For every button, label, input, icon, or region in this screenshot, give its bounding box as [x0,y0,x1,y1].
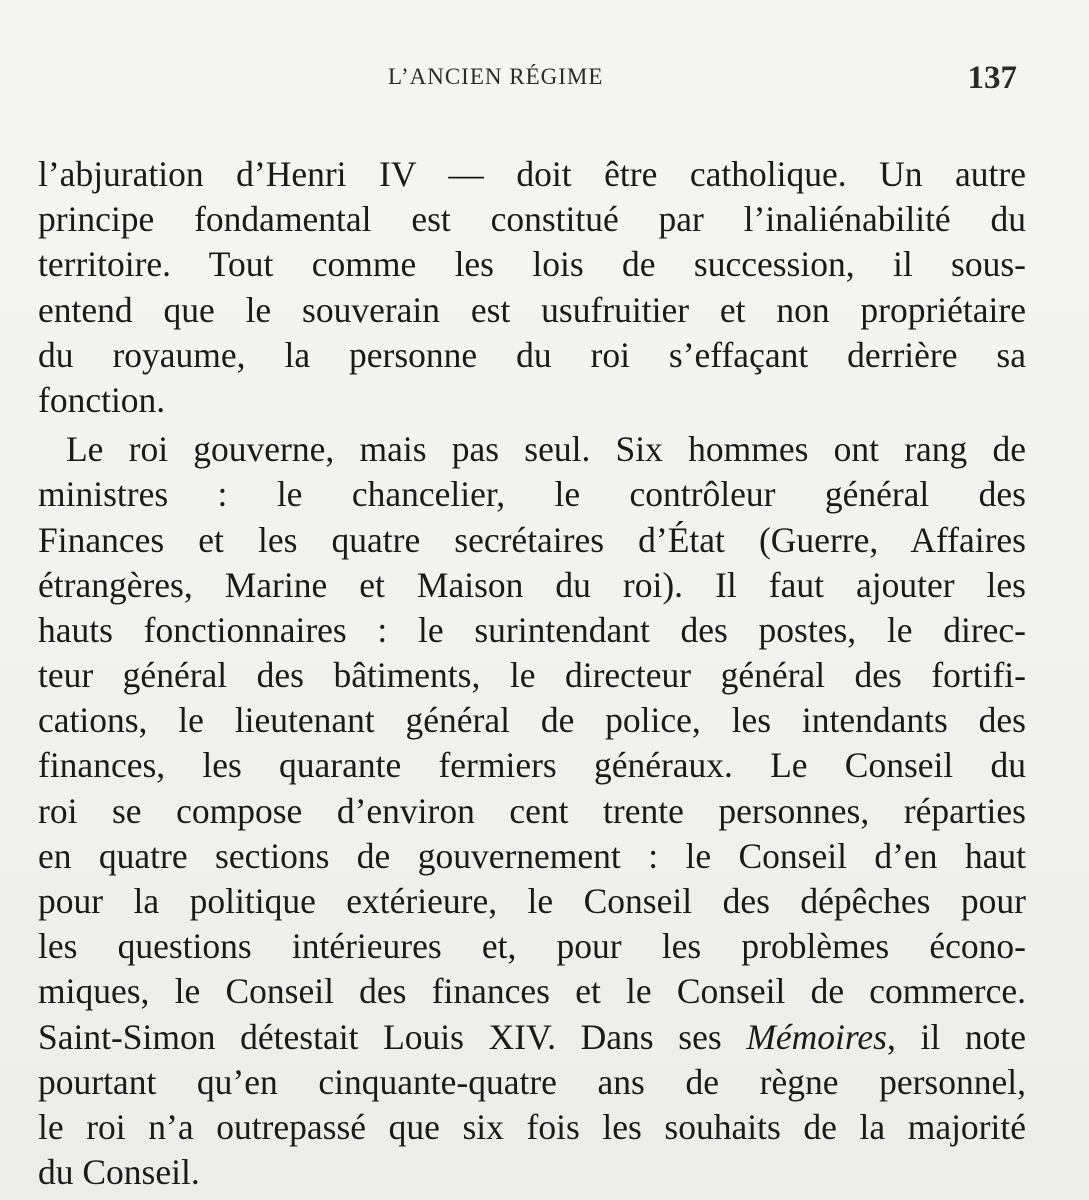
book-title-italic: Mémoires [746,1016,887,1057]
text-line: Finances et les quatre secrétaires d’État (Guerre, Affaires [38,519,1026,560]
text-line: roi se compose d’environ cent trente personnes, réparties [38,790,1026,831]
text-line-with-italic [38,1015,1026,1060]
text-line: entend que le souverain est usufruitier et non propriétaire [38,289,1026,330]
text-line: principe fondamental est constitué par l’inaliénabilité du [38,199,1026,240]
running-title: L’ANCIEN RÉGIME [388,64,604,89]
text-line: pourtant qu’en cinquante-quatre ans de règne personnel, [38,1061,1026,1102]
text-line: fonction. [38,379,166,420]
text-line: miques, le Conseil des finances et le Conseil de commerce. [38,971,1026,1012]
page-number: 137 [967,60,1017,96]
text-line: finances, les quarante fermiers généraux. Le Conseil du [38,745,1026,786]
text-line: Le roi gouverne, mais pas seul. Six hommes ont rang de [66,429,1026,470]
text-line: l’abjuration d’Henri IV — doit être catholique. Un autre [38,154,1026,194]
text-line: teur général des bâtiments, le directeur général des fortifi- [38,655,1026,696]
text-line: pour la politique extérieure, le Conseil des dépêches pour [38,881,1026,921]
text-line: en quatre sections de gouvernement : le Conseil d’en haut [38,835,1026,876]
paragraph-2 [38,427,1026,1195]
body-text [38,152,1026,1195]
text-line: le roi n’a outrepassé que six fois les souhaits de la majorité [38,1106,1026,1147]
text-line: ministres : le chancelier, le contrôleur général des [38,474,1026,515]
text-line: hauts fonctionnaires : le surintendant des postes, le direc- [38,609,1026,650]
text-line: étrangères, Marine et Maison du roi). Il faut ajouter les [38,564,1026,605]
text-segment: , il note [886,1016,1026,1057]
text-line: cations, le lieutenant général de police, les intendants des [38,700,1026,741]
text-line: territoire. Tout comme les lois de succession, il sous- [38,244,1026,285]
text-line: du Conseil. [38,1152,200,1193]
paragraph-1 [38,152,1026,423]
running-header [0,60,1089,100]
text-line: les questions intérieures et, pour les problèmes écono- [38,926,1026,967]
text-segment: Saint-Simon détestait Louis XIV. Dans ses [38,1016,747,1057]
text-line: du royaume, la personne du roi s’effaçant derrière sa [38,334,1026,375]
